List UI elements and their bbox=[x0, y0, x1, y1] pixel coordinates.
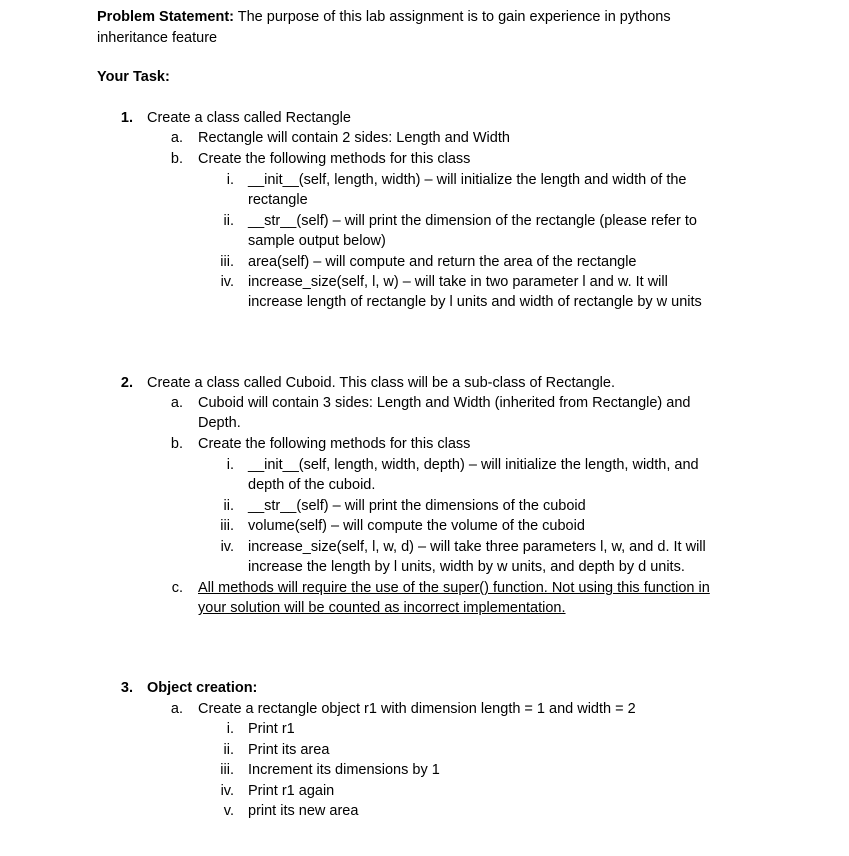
s2-ii-marker: ii. bbox=[223, 498, 234, 514]
s2-ii-text: __str__(self) – will print the dimensions of the cuboid bbox=[248, 498, 586, 514]
s2-i-marker: i. bbox=[226, 457, 234, 473]
section-3-number: 3. bbox=[120, 680, 133, 696]
s2-i-text-line2: depth of the cuboid. bbox=[248, 477, 376, 493]
section-1-title: Create a class called Rectangle bbox=[147, 110, 351, 126]
s2-c-marker: c. bbox=[171, 580, 183, 596]
s3-v-marker: v. bbox=[223, 803, 234, 819]
s3-iii-text: Increment its dimensions by 1 bbox=[248, 762, 440, 778]
s1-iv-text-line1: increase_size(self, l, w) – will take in two parameter l and w. It will bbox=[248, 274, 668, 290]
s1-a-text: Rectangle will contain 2 sides: Length and Width bbox=[198, 130, 510, 146]
s1-iv-text-line2: increase length of rectangle by l units and width of rectangle by w units bbox=[248, 294, 702, 310]
s1-iii-text: area(self) – will compute and return the area of the rectangle bbox=[248, 254, 637, 270]
s3-iii-marker: iii. bbox=[220, 762, 234, 778]
s2-b-text: Create the following methods for this class bbox=[198, 436, 471, 452]
s3-iv-text: Print r1 again bbox=[248, 783, 335, 799]
s1-ii-text-line2: sample output below) bbox=[248, 233, 386, 249]
s1-iii-marker: iii. bbox=[220, 254, 234, 270]
section-2-number: 2. bbox=[120, 375, 133, 391]
s3-a-text: Create a rectangle object r1 with dimension length = 1 and width = 2 bbox=[198, 701, 636, 717]
s2-iv-text-line2: increase the length by l units, width by w units, and depth by d units. bbox=[248, 559, 685, 575]
s2-c-text-line2: your solution will be counted as incorrect implementation. bbox=[198, 600, 566, 616]
s3-a-marker: a. bbox=[170, 701, 183, 717]
s2-iii-marker: iii. bbox=[220, 518, 234, 534]
s3-ii-text: Print its area bbox=[248, 742, 330, 758]
s2-a-text-line1: Cuboid will contain 3 sides: Length and Width (inherited from Rectangle) and bbox=[198, 395, 691, 411]
s2-iv-text-line1: increase_size(self, l, w, d) – will take three parameters l, w, and d. It will bbox=[248, 539, 706, 555]
s3-ii-marker: ii. bbox=[223, 742, 234, 758]
s3-v-text: print its new area bbox=[248, 803, 359, 819]
s3-iv-marker: iv. bbox=[220, 783, 234, 799]
s2-c-text-line1: All methods will require the use of the super() function. Not using this function in bbox=[198, 580, 710, 596]
s1-i-text-line2: rectangle bbox=[248, 192, 308, 208]
section-1-number: 1. bbox=[120, 110, 133, 126]
problem-statement-text: The purpose of this lab assignment is to gain experience in pythons bbox=[233, 9, 671, 25]
s2-b-marker: b. bbox=[170, 436, 183, 452]
s2-a-text-line2: Depth. bbox=[198, 415, 241, 431]
s1-ii-text-line1: __str__(self) – will print the dimension of the rectangle (please refer to bbox=[248, 213, 697, 229]
s2-a-marker: a. bbox=[170, 395, 183, 411]
problem-statement-line2: inheritance feature bbox=[97, 30, 218, 46]
s3-i-marker: i. bbox=[226, 721, 234, 737]
problem-statement-label: Problem Statement: bbox=[97, 9, 234, 25]
s3-i-text: Print r1 bbox=[248, 721, 295, 737]
section-2-title: Create a class called Cuboid. This class will be a sub-class of Rectangle. bbox=[147, 375, 615, 391]
task-heading: Your Task: bbox=[97, 69, 170, 85]
s1-ii-marker: ii. bbox=[223, 213, 234, 229]
s2-i-text-line1: __init__(self, length, width, depth) – will initialize the length, width, and bbox=[248, 457, 699, 473]
s1-b-marker: b. bbox=[170, 151, 183, 167]
s1-b-text: Create the following methods for this class bbox=[198, 151, 471, 167]
s1-i-marker: i. bbox=[226, 172, 234, 188]
s1-iv-marker: iv. bbox=[220, 274, 234, 290]
section-3-title: Object creation: bbox=[147, 680, 258, 696]
s2-iii-text: volume(self) – will compute the volume of the cuboid bbox=[248, 518, 585, 534]
s1-a-marker: a. bbox=[170, 130, 183, 146]
problem-statement-line1 bbox=[97, 7, 671, 27]
s1-i-text-line1: __init__(self, length, width) – will initialize the length and width of the bbox=[248, 172, 687, 188]
s2-iv-marker: iv. bbox=[220, 539, 234, 555]
